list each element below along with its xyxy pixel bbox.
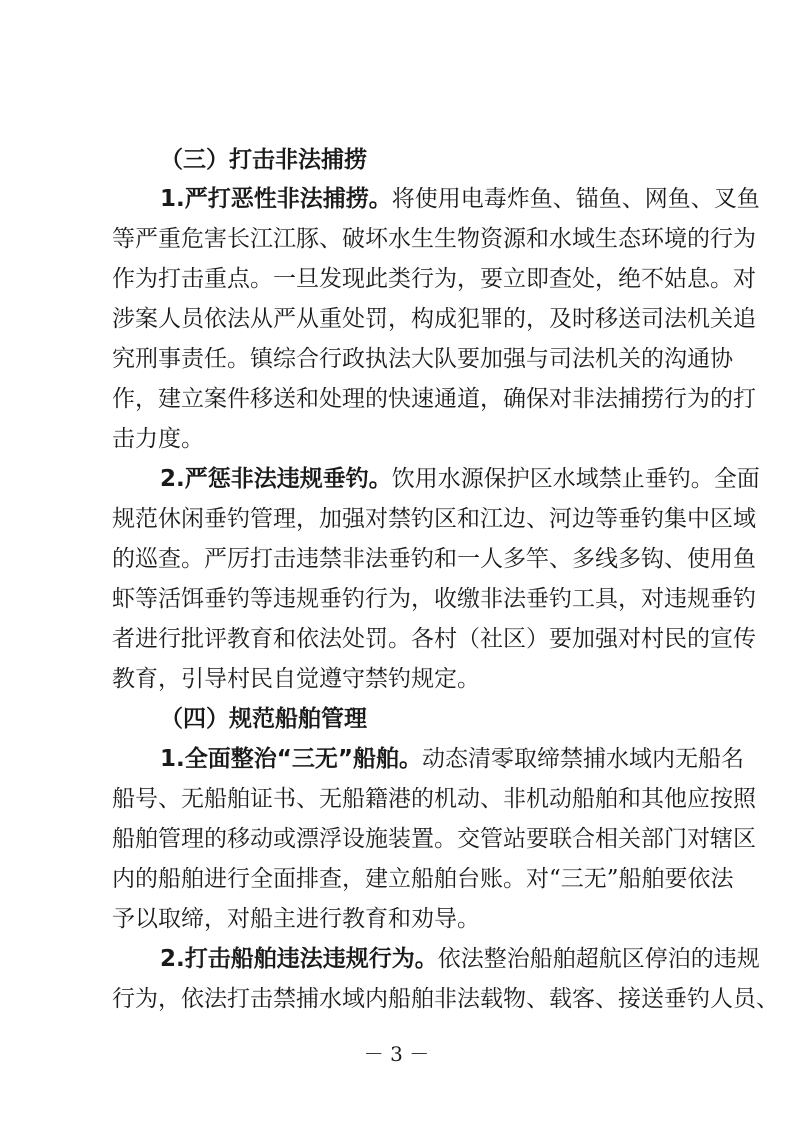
- paragraph-line: 究刑事责任。镇综合行政执法大队要加强与司法机关的沟通协: [112, 346, 733, 372]
- section-4-item-2-lead: 2.打击船舶违法违规行为。: [160, 946, 438, 972]
- section-3-item-1-lead: 1.严打恶性非法捕捞。: [160, 186, 392, 212]
- paragraph-line: 船号、无船舶证书、无船籍港的机动、非机动船舶和其他应按照: [112, 786, 756, 812]
- section-3-item-1-text: 将使用电毒炸鱼、锚鱼、网鱼、叉鱼: [391, 186, 760, 212]
- paragraph-line: 虾等活饵垂钓等违规垂钓行为，收缴非法垂钓工具，对违规垂钓: [112, 586, 756, 612]
- paragraph-line: 内的船舶进行全面排查，建立船舶台账。对“三无”船舶要依法: [112, 866, 734, 892]
- page-number: － 3 －: [363, 1042, 430, 1066]
- section-3-item-2-text: 饮用水源保护区水域禁止垂钓。全面: [391, 466, 760, 492]
- paragraph-line: 击力度。: [112, 426, 204, 452]
- section-3-item-1-first-line: [160, 181, 760, 217]
- section-4-item-2-first-line: [160, 941, 760, 977]
- paragraph-line: 等严重危害长江江豚、破坏水生生物资源和水域生态环境的行为: [112, 226, 756, 252]
- paragraph-line: 涉案人员依法从严从重处罚，构成犯罪的，及时移送司法机关追: [112, 306, 756, 332]
- paragraph-line: 船舶管理的移动或漂浮设施装置。交管站要联合相关部门对辖区: [112, 826, 756, 852]
- paragraph-line: 行为，依法打击禁捕水域内船舶非法载物、载客、接送垂钓人员、: [112, 986, 779, 1012]
- paragraph-line: 教育，引导村民自觉遵守禁钓规定。: [112, 666, 480, 692]
- paragraph-line: 予以取缔，对船主进行教育和劝导。: [112, 906, 480, 932]
- section-4-item-2-text: 依法整治船舶超航区停泊的违规: [437, 946, 760, 972]
- paragraph-line: 的巡查。严厉打击违禁非法垂钓和一人多竿、多线多钩、使用鱼: [112, 546, 756, 572]
- section-4-item-1-text: 动态清零取缔禁捕水域内无船名: [421, 746, 744, 772]
- section-3-heading: （三）打击非法捕捞: [160, 147, 367, 173]
- paragraph-line: 作为打击重点。一旦发现此类行为，要立即查处，绝不姑息。对: [112, 266, 756, 292]
- paragraph-line: 者进行批评教育和依法处罚。各村（社区）要加强对村民的宣传: [112, 626, 756, 652]
- section-4-item-1-first-line: [160, 741, 744, 777]
- section-4-item-1-lead: 1.全面整治“三无”船舶。: [160, 746, 422, 772]
- paragraph-line: 作，建立案件移送和处理的快速通道，确保对非法捕捞行为的打: [112, 386, 756, 412]
- section-3-item-2-lead: 2.严惩非法违规垂钓。: [160, 466, 392, 492]
- section-3-item-2-first-line: [160, 461, 760, 497]
- paragraph-line: 规范休闲垂钓管理，加强对禁钓区和江边、河边等垂钓集中区域: [112, 506, 756, 532]
- section-4-heading: （四）规范船舶管理: [160, 706, 367, 732]
